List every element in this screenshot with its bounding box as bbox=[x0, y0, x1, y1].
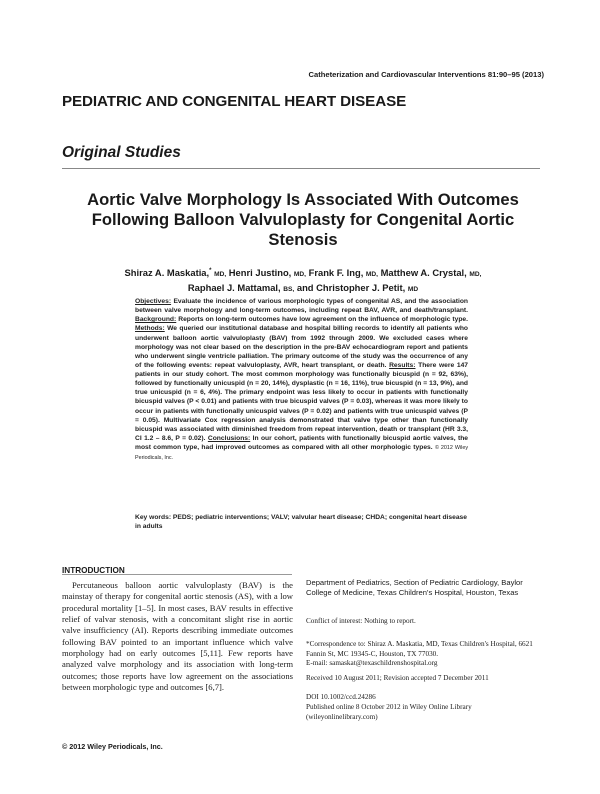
abstract-conclusions-text: In our cohort, patients with functionally bicuspid aortic valves, the most common type, had improved outcomes as compared with all other morphologic types. bbox=[135, 434, 469, 451]
introduction-divider bbox=[62, 574, 292, 575]
abstract-background-text: Reports on long-term outcomes have low agreement on the influence of morphologic type. bbox=[178, 316, 468, 324]
doi: DOI 10.1002/ccd.24286 bbox=[306, 693, 376, 701]
published-online: Published online 8 October 2012 in Wiley Online Library (wileyonlinelibrary.com) bbox=[306, 703, 472, 721]
introduction-body: Percutaneous balloon aortic valvuloplasty (BAV) is the mainstay of therapy for congenital aortic stenosis (AS), with a low procedural mortality [1–5]. In most cases, BAV results in effective relief of valvar stenosis, with a concomitant slight rise in aortic valve insufficiency (AI). Reports describing immediate outcomes following BAV pointed to an important influence which valve morphology had on early outcomes [5,11]. Few reports have analyzed valve morphology and its association with long-term outcomes; those reports have low agreement on the associations between morphologic type and outcomes [6,7]. bbox=[62, 580, 293, 693]
abstract-results-heading: Results: bbox=[389, 361, 416, 369]
keywords: Key words: PEDS; pediatric interventions; VALV; valvular heart disease; CHDA; congenital heart disease in adults bbox=[135, 514, 467, 531]
footer-copyright: © 2012 Wiley Periodicals, Inc. bbox=[62, 742, 163, 751]
author-name: Shiraz A. Maskatia, bbox=[124, 267, 210, 279]
abstract-objectives-text: Evaluate the incidence of various morphologic types of congenital AS, and the association between valve morphology and long-term outcomes, including repeat BAV, AVR, and death/transplant. bbox=[135, 298, 469, 315]
abstract bbox=[135, 297, 468, 463]
abstract-results-text: There were 147 patients in our study cohort. The most common morphology was functionally bicuspid (n = 92, 63%), followed by functionally unicuspid (n = 20, 14%), dysplastic (n = 16, 11%), true bicuspid (n = 13, 9%), and true unicuspid (n = 6, 4%). The primary endpoint was less likely to occur in patients with functionally bicuspid valves (P < 0.01) and patients with true bicuspid valves (P = 0.03), whereas it was more likely to occur in patients with functionally unicuspid valves (P = 0.02) and patients with true unicuspid valves (P = 0.05). Multivariate Cox regression analysis demonstrated that valve type other than functionally bicuspid was associated with diminished freedom from repeat intervention, death or transplant (HR 3.3, CI 1.2 – 8.6, P = 0.02). bbox=[135, 361, 469, 442]
author-name: Matthew A. Crystal, bbox=[380, 267, 467, 279]
section-heading: PEDIATRIC AND CONGENITAL HEART DISEASE bbox=[62, 93, 407, 110]
introduction-heading: INTRODUCTION bbox=[62, 566, 125, 575]
correspondence bbox=[306, 640, 540, 669]
abstract-objectives-heading: Objectives: bbox=[135, 298, 172, 305]
affiliation: Department of Pediatrics, Section of Pediatric Cardiology, Baylor College of Medicine, Texas Children's Hospital, Houston, Texas bbox=[306, 578, 523, 597]
received-dates: Received 10 August 2011; Revision accepted 7 December 2011 bbox=[306, 674, 489, 682]
correspondence-email: E-mail: samaskat@texaschildrenshospital.org bbox=[306, 659, 438, 668]
article-title: Aortic Valve Morphology Is Associated With Outcomes Following Balloon Valvuloplasty for Congenital Aortic Stenosis bbox=[87, 190, 519, 249]
author-degree: MD bbox=[407, 286, 419, 294]
abstract-methods-heading: Methods: bbox=[135, 325, 165, 333]
abstract-background-heading: Background: bbox=[135, 316, 177, 324]
conflict-of-interest: Conflict of interest: Nothing to report. bbox=[306, 617, 416, 625]
abstract-methods-text: We queried our institutional database and hospital billing records to identify all patients who underwent balloon aortic valvuloplasty (BAV) from 1992 through 2009. We excluded cases where morphology was not clear based on the description in the pre-BAV echocardiogram report and patients who underwent single ventricle palliation. The primary outcome of the study was the occurrence of any of the following events: repeat valvuloplasty, AVR, heart transplant, or death. bbox=[135, 325, 468, 369]
author-degree: MD, bbox=[293, 271, 306, 279]
article-category: Original Studies bbox=[62, 144, 181, 161]
correspondence-address: *Correspondence to: Shiraz A. Maskatia, MD, Texas Children's Hospital, 6621 Fannin St, MC 19345-C, Houston, TX 77030. bbox=[306, 640, 533, 658]
journal-citation: Catheterization and Cardiovascular Interventions 81:90–95 (2013) bbox=[308, 70, 544, 79]
abstract-conclusions-heading: Conclusions: bbox=[207, 434, 251, 442]
author-name: Frank F. Ing, bbox=[308, 267, 364, 279]
author-degree: MD, bbox=[214, 271, 227, 279]
corresponding-mark: * bbox=[209, 268, 212, 274]
category-divider bbox=[62, 168, 540, 169]
author-degree: BS, bbox=[283, 286, 295, 294]
author-degree: MD, bbox=[469, 271, 482, 279]
author-name: and Christopher J. Petit, bbox=[296, 282, 406, 294]
author-name: Raphael J. Mattamal, bbox=[187, 282, 281, 294]
author-list bbox=[62, 265, 544, 296]
author-name: Henri Justino, bbox=[228, 267, 292, 279]
abstract-copyright: © 2012 Wiley Periodicals, Inc. bbox=[135, 445, 469, 462]
author-degree: MD, bbox=[365, 271, 379, 279]
